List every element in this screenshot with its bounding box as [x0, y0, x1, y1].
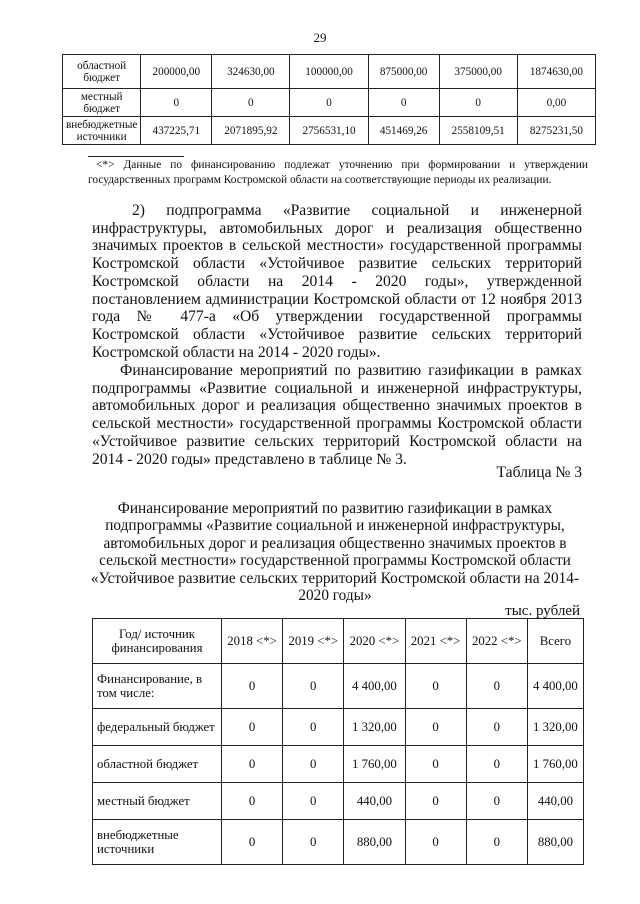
table-cell: 200000,00: [141, 55, 212, 89]
table-cell: 440,00: [527, 783, 583, 820]
row-label: местный бюджет: [93, 783, 222, 820]
table-row: [93, 746, 584, 783]
table-cell: 0: [283, 783, 344, 820]
row-label: местный бюджет: [63, 89, 141, 117]
table-cell: 0: [368, 89, 439, 117]
header-total: Всего: [527, 619, 583, 664]
table-row: [63, 55, 596, 89]
table-cell: 0: [466, 820, 527, 865]
header-year: 2022 <*>: [466, 619, 527, 664]
table-cell: 0: [466, 746, 527, 783]
table-cell: 1 760,00: [344, 746, 405, 783]
footnote-divider: [88, 156, 184, 157]
table-row: [63, 117, 596, 145]
table-cell: 324630,00: [212, 55, 290, 89]
table-3-label: Таблица № 3: [496, 464, 582, 481]
row-label: Финансирование, в том числе:: [93, 664, 222, 709]
page-number: 29: [313, 30, 327, 45]
table-cell: 0: [405, 664, 466, 709]
table-cell: 880,00: [344, 820, 405, 865]
table-cell: 0,00: [517, 89, 595, 117]
table-cell: 0: [141, 89, 212, 117]
table-header-row: [93, 619, 584, 664]
table-row: [93, 664, 584, 709]
table-cell: 100000,00: [290, 55, 368, 89]
paragraph-subprogram: 2) подпрограмма «Развитие социальной и инженерной инфраструктуры, автомобильных дорог и реализация общественно значимых проектов в сельской местности» государственной программы Костромской области «Устойчивое развитие сельских территорий Костромской области на 2014 - 2020 годы», утвержденной постановлением администрации Костромской области от 12 ноября 2013 года № 477-а «Об утверждении государственной программы Костромской области «Устойчивое развитие сельских территорий Костромской области на 2014 - 2020 годы».: [92, 202, 582, 361]
table-cell: 2071895,92: [212, 117, 290, 145]
row-label: областной бюджет: [63, 55, 141, 89]
table-cell: 0: [222, 709, 283, 746]
table-cell: 0: [405, 820, 466, 865]
table-cell: 375000,00: [439, 55, 517, 89]
table-cell: 2756531,10: [290, 117, 368, 145]
table-cell: 0: [405, 783, 466, 820]
table-cell: 0: [405, 746, 466, 783]
table-cell: 0: [283, 820, 344, 865]
table-cell: 0: [283, 709, 344, 746]
table-cell: 437225,71: [141, 117, 212, 145]
row-label: федеральный бюджет: [93, 709, 222, 746]
header-year: 2021 <*>: [405, 619, 466, 664]
table-cell: 0: [466, 783, 527, 820]
table-row: [63, 89, 596, 117]
table-cell: 0: [283, 746, 344, 783]
footnote: <*> Данные по финансированию подлежат уточнению при формировании и утверждении государственных программ Костромской области на соответствующие периоды их реализации.: [88, 159, 588, 186]
table-cell: 4 400,00: [344, 664, 405, 709]
table-cell: 0: [466, 709, 527, 746]
row-label: внебюджетные источники: [93, 820, 222, 865]
paragraph-financing: Финансирование мероприятий по развитию газификации в рамках подпрограммы «Развитие социальной и инженерной инфраструктуры, автомобильных дорог и реализация общественно значимых проектов в сельской местности» государственной программы Костромской области «Устойчивое развитие сельских территорий Костромской области на 2014 - 2020 годы» представлено в таблице № 3.: [92, 362, 582, 468]
table-cell: 8275231,50: [517, 117, 595, 145]
table-cell: 0: [405, 709, 466, 746]
table-cell: 440,00: [344, 783, 405, 820]
table-cell: 0: [222, 746, 283, 783]
row-label: внебюджетные источники: [63, 117, 141, 145]
table-cell: 0: [212, 89, 290, 117]
table-cell: 2558109,51: [439, 117, 517, 145]
table-cell: 0: [222, 820, 283, 865]
table-cell: 1 760,00: [527, 746, 583, 783]
table-cell: 4 400,00: [527, 664, 583, 709]
header-year: 2019 <*>: [283, 619, 344, 664]
table-cell: 1874630,00: [517, 55, 595, 89]
header-source: Год/ источник финансирования: [93, 619, 222, 664]
table-cell: 0: [222, 783, 283, 820]
table-cell: 1 320,00: [527, 709, 583, 746]
table-cell: 0: [290, 89, 368, 117]
table-row: [93, 783, 584, 820]
header-year: 2018 <*>: [222, 619, 283, 664]
table-cell: 0: [439, 89, 517, 117]
table-1-continuation: [62, 54, 596, 145]
header-year: 2020 <*>: [344, 619, 405, 664]
table-3-title: Финансирование мероприятий по развитию газификации в рамках подпрограммы «Развитие социальной и инженерной инфраструктуры, автомобильных дорог и реализация общественно значимых проектов в сельской местности» государственной программы Костромской области «Устойчивое развитие сельских территорий Костромской области на 2014-2020 годы»: [90, 500, 580, 605]
table-cell: 880,00: [527, 820, 583, 865]
table-3: [92, 618, 584, 865]
table-cell: 875000,00: [368, 55, 439, 89]
table-row: [93, 820, 584, 865]
table-cell: 1 320,00: [344, 709, 405, 746]
units-label: тыс. рублей: [505, 603, 580, 619]
table-cell: 451469,26: [368, 117, 439, 145]
table-row: [93, 709, 584, 746]
table-cell: 0: [222, 664, 283, 709]
table-cell: 0: [283, 664, 344, 709]
table-cell: 0: [466, 664, 527, 709]
row-label: областной бюджет: [93, 746, 222, 783]
